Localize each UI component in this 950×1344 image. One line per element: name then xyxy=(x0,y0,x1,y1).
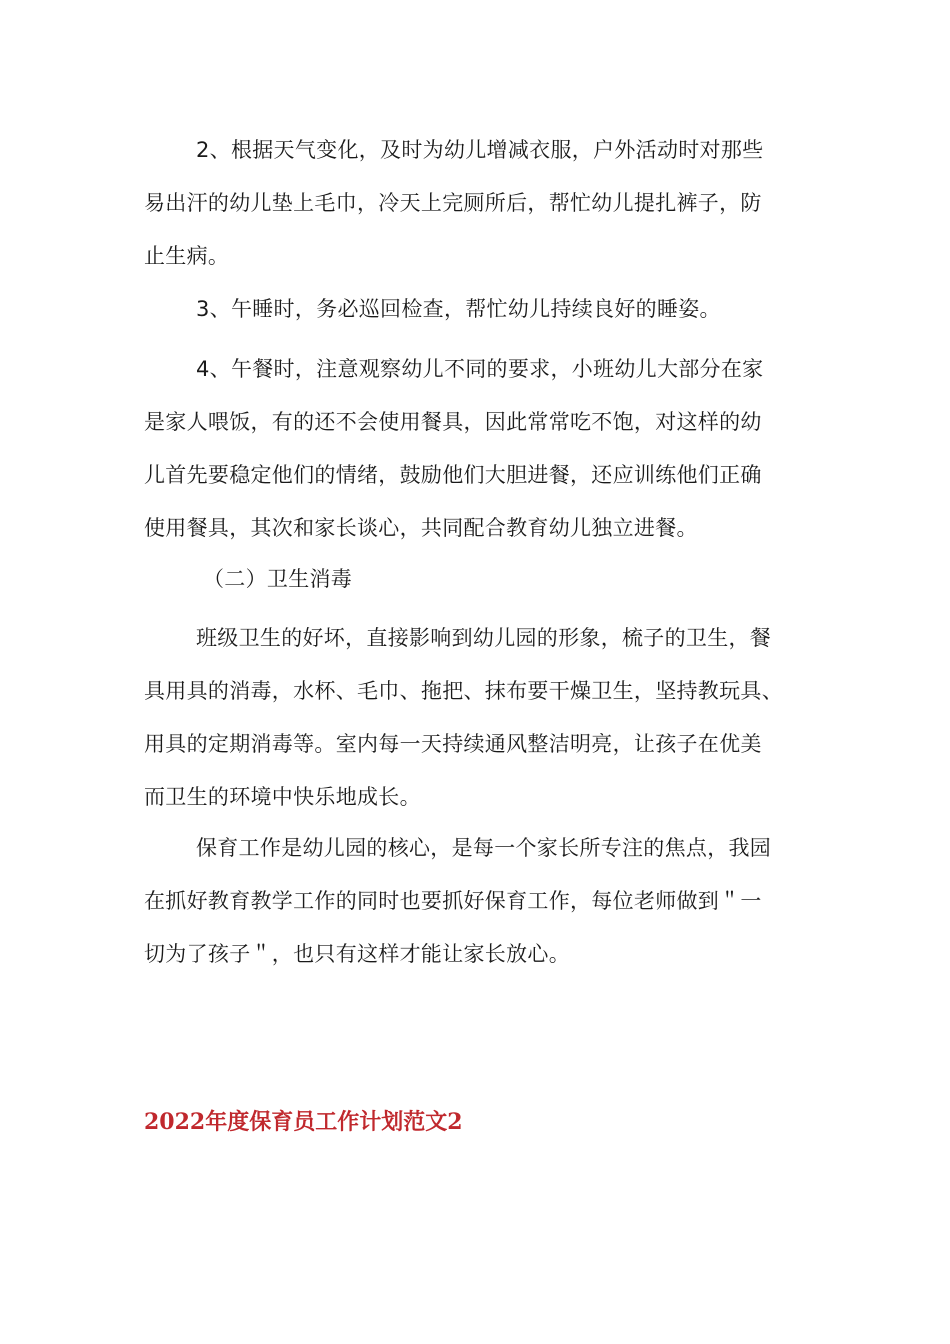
paragraph-line: 切为了孩子＂，也只有这样才能让家长放心。 xyxy=(144,942,570,966)
paragraph-line: 具用具的消毒，水杯、毛巾、拖把、抹布要干燥卫生，坚持教玩具、 xyxy=(144,679,783,703)
paragraph-line: 2、根据天气变化，及时为幼儿增减衣服，户外活动时对那些 xyxy=(196,138,764,162)
paragraph-nap xyxy=(144,283,806,336)
paragraph-lunch xyxy=(144,343,806,555)
section-subheading: （二）卫生消毒 xyxy=(203,567,353,591)
paragraph-hygiene xyxy=(144,612,806,824)
paragraph-line: 4、午餐时，注意观察幼儿不同的要求，小班幼儿大部分在家 xyxy=(196,357,764,381)
paragraph-line: 止生病。 xyxy=(144,244,230,268)
paragraph-line: 儿首先要稳定他们的情绪，鼓励他们大胆进餐，还应训练他们正确 xyxy=(144,463,762,487)
paragraph-line: 是家人喂饭，有的还不会使用餐具，因此常常吃不饱，对这样的幼 xyxy=(144,410,762,434)
paragraph-line: 使用餐具，其次和家长谈心，共同配合教育幼儿独立进餐。 xyxy=(144,516,698,540)
paragraph-line: 在抓好教育教学工作的同时也要抓好保育工作，每位老师做到＂一 xyxy=(144,889,762,913)
paragraph-line: 3、午睡时，务必巡回检查，帮忙幼儿持续良好的睡姿。 xyxy=(196,297,721,321)
paragraph-line: 保育工作是幼儿园的核心，是每一个家长所专注的焦点，我园 xyxy=(196,836,772,860)
next-section-title: 2022年度保育员工作计划范文2 xyxy=(144,1109,463,1135)
paragraph-conclusion xyxy=(144,822,806,981)
paragraph-line: 易出汗的幼儿垫上毛巾，冷天上完厕所后，帮忙幼儿提扎裤子，防 xyxy=(144,191,762,215)
paragraph-line: 班级卫生的好坏，直接影响到幼儿园的形象，梳子的卫生，餐 xyxy=(196,626,772,650)
paragraph-clothing xyxy=(144,124,806,283)
paragraph-line: 用具的定期消毒等。室内每一天持续通风整洁明亮，让孩子在优美 xyxy=(144,732,762,756)
paragraph-line: 而卫生的环境中快乐地成长。 xyxy=(144,785,421,809)
